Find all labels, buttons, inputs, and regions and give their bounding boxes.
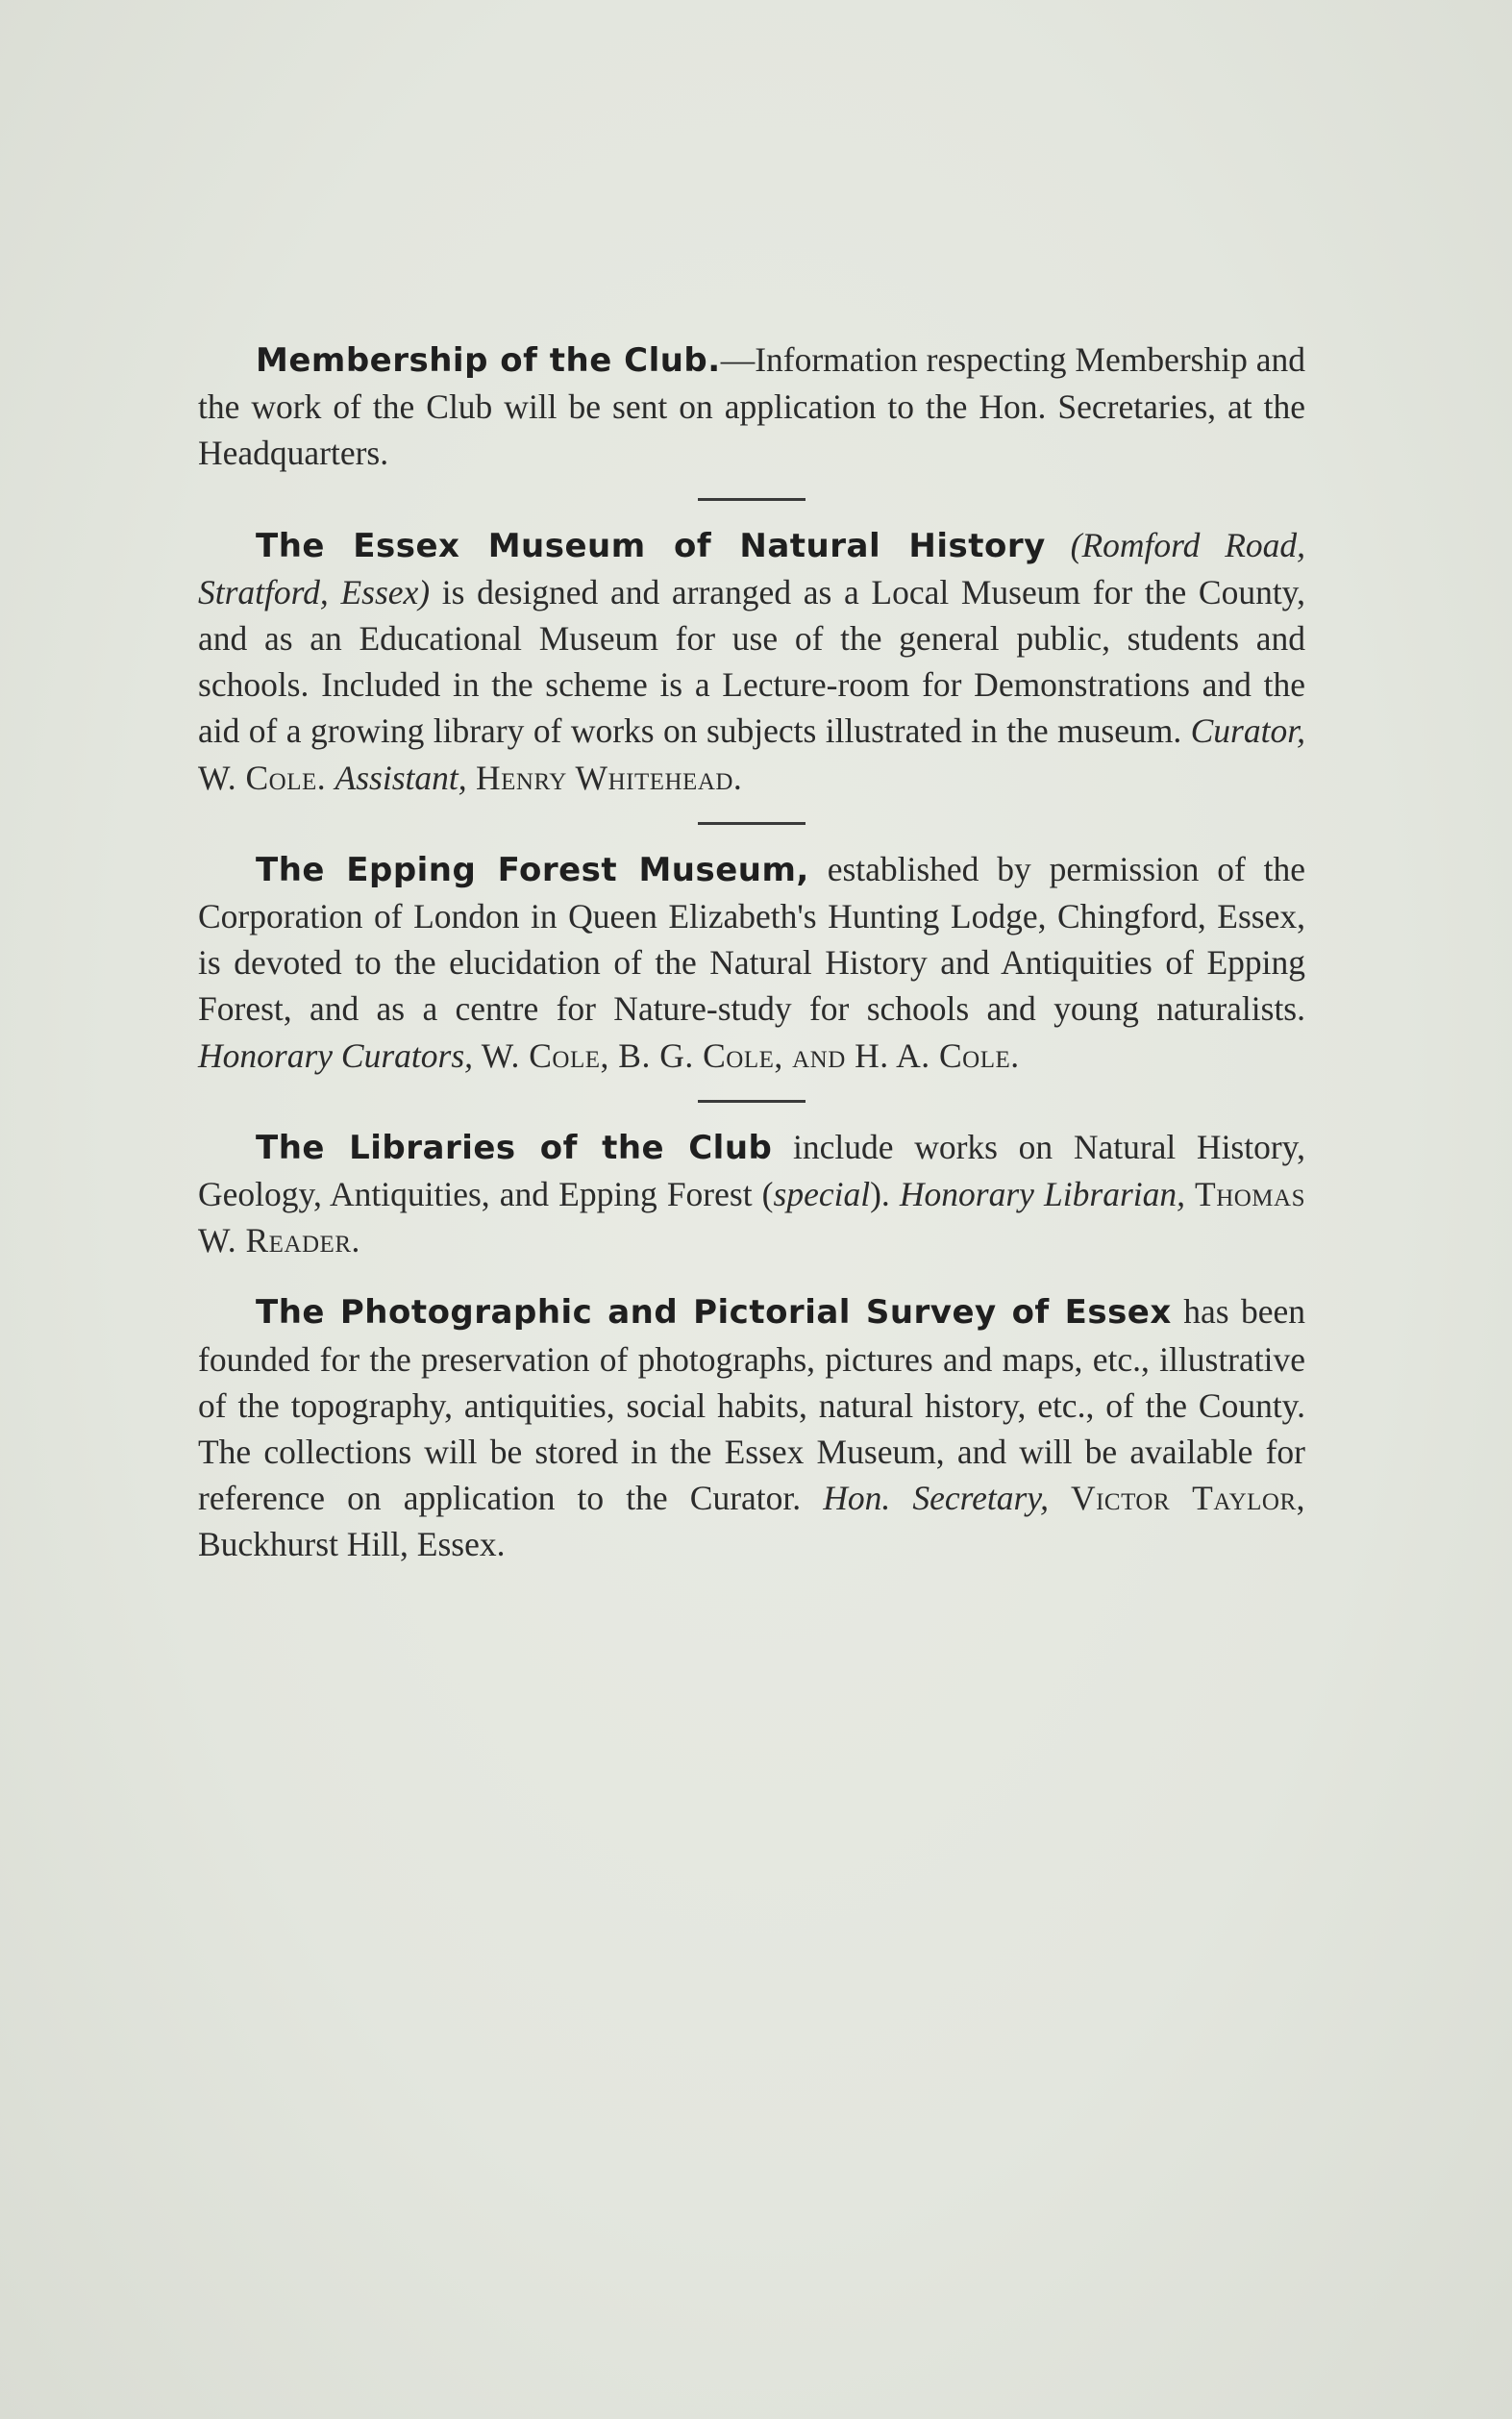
paragraph-membership bbox=[198, 337, 1305, 477]
body-membership: —Information respecting Membership and the work of the Club will be sent on application to the Hon. Secretaries, at the Headquarters. bbox=[198, 340, 1305, 473]
heading-membership: Membership of the Club. bbox=[256, 341, 721, 380]
role-secretary: Hon. Secretary, bbox=[823, 1479, 1049, 1518]
role-honorary-curators: Honorary Curators, bbox=[198, 1035, 474, 1075]
heading-essex-museum: The Essex Museum of Natural History bbox=[256, 526, 1046, 565]
heading-photographic-survey: The Photographic and Pictorial Survey of Essex bbox=[256, 1293, 1172, 1333]
role-curator: Curator, bbox=[1190, 711, 1305, 751]
body-photographic-survey: has been founded for the preservation of photographs, pictures and maps, etc., illustrative of the topography, antiquities, social habits, natural history, etc., of the County. The collections will be stored in the Essex Museum, and will be available for reference on application to the Curator. bbox=[198, 1292, 1305, 1518]
body-epping-museum: established by permission of the Corporation of London in Queen Elizabeth's Hunting Lodge, Chingford, Essex, is devoted to the elucidation of the Natural History and Antiquities of Epping Forest, and as a centre for Nature-study for schools and young naturalists. bbox=[198, 849, 1305, 1029]
divider-rule-1 bbox=[698, 498, 806, 501]
names-honorary-curators: W. Cole, B. G. Cole, and H. A. Cole. bbox=[473, 1035, 1020, 1075]
name-curator: W. Cole. bbox=[198, 758, 335, 797]
paragraph-essex-museum bbox=[198, 522, 1305, 801]
body-libraries: include works on Natural History, Geology, Antiquities, and Epping Forest ( bbox=[198, 1127, 1306, 1214]
text-block bbox=[198, 337, 1305, 1568]
role-librarian: Honorary Librarian, bbox=[899, 1175, 1186, 1214]
special-label: special bbox=[773, 1175, 871, 1214]
location-essex-museum: (Romford Road, Stratford, Essex) bbox=[198, 525, 1306, 611]
spacer bbox=[198, 1263, 1305, 1288]
divider-rule-2 bbox=[698, 822, 806, 825]
name-librarian: Thomas W. Reader. bbox=[198, 1175, 1305, 1260]
body-essex-museum: is designed and arranged as a Local Museum for the County, and as an Educational Museum for use of the general public, students and schools. Included in the scheme is a Lecture-room for Demonstrations and the aid of a growing library of works on subjects illustrated in the museum. bbox=[198, 572, 1305, 751]
divider-rule-3 bbox=[698, 1100, 806, 1103]
heading-libraries: The Libraries of the Club bbox=[256, 1128, 773, 1167]
paragraph-epping-museum bbox=[198, 846, 1305, 1079]
paragraph-photographic-survey bbox=[198, 1288, 1305, 1567]
role-assistant: Assistant, bbox=[335, 758, 467, 797]
address-secretary: Buckhurst Hill, Essex. bbox=[198, 1525, 506, 1564]
paragraph-libraries bbox=[198, 1124, 1305, 1264]
body-libraries-end: ). bbox=[870, 1175, 900, 1214]
name-assistant: Henry Whitehead. bbox=[466, 758, 743, 797]
heading-epping-museum: The Epping Forest Museum, bbox=[256, 850, 809, 889]
name-secretary: Victor Taylor, bbox=[1049, 1479, 1306, 1518]
